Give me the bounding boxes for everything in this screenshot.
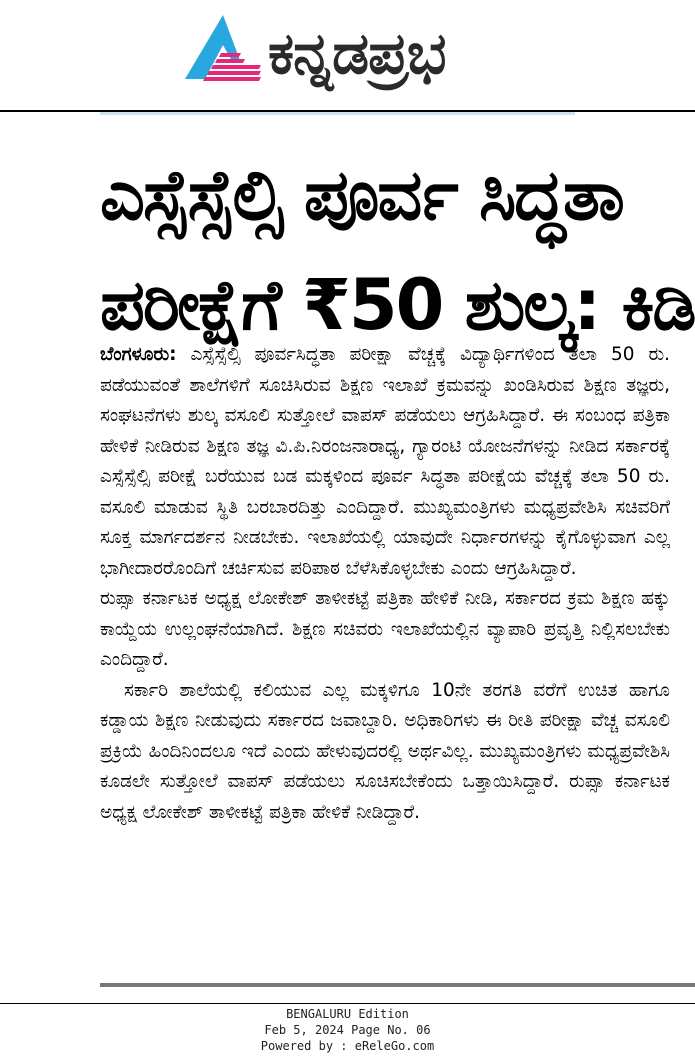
accent-divider: [100, 112, 575, 115]
dateline: ಬೆಂಗಳೂರು:: [100, 344, 177, 365]
paragraph-2: ರುಪ್ಸಾ ಕರ್ನಾಟಕ ಅಧ್ಯಕ್ಷ ಲೋಕೇಶ್ ತಾಳೀಕಟ್ಟೆ ಪತ್ರಿಕಾ ಹೇಳಿಕೆ ನೀಡಿ, ಸರ್ಕಾರದ ಕ್ರಮ ಶಿಕ್ಷಣ ಹಕ್ಕು ಕಾಯ್ದೆಯ ಉಲ್ಲಂಘನೆಯಾಗಿದೆ. ಶಿಕ್ಷಣ ಸಚಿವರು ಇಲಾಖೆಯಲ್ಲಿನ ವ್ಯಾಪಾರಿ ಪ್ರವೃತ್ತಿ ನಿಲ್ಲಿಸಲಬೇಕು ಎಂದಿದ್ದಾರೆ.: [100, 588, 670, 670]
masthead: [0, 0, 695, 112]
headline: [100, 140, 695, 360]
kannada-prabha-logo-icon: [183, 13, 263, 83]
edition-label: BENGALURU Edition: [286, 1007, 409, 1021]
date-page-label: Feb 5, 2024 Page No. 06: [264, 1023, 431, 1037]
powered-by-label: Powered by : eReleGo.com: [260, 1039, 435, 1053]
headline-line-2: ಪರೀಕ್ಷೆಗೆ ₹50 ಶುಲ್ಕ: ಕಿಡಿ: [100, 264, 695, 346]
paragraph-1-text: ಎಸ್ಸೆಸ್ಸೆಲ್ಸಿ ಪೂರ್ವಸಿದ್ಧತಾ ಪರೀಕ್ಷಾ ವೆಚ್ಚಕ್ಕೆ ವಿದ್ಯಾರ್ಥಿಗಳಿಂದ ತಲಾ 50 ರು. ಪಡೆಯುವಂತೆ ಶಾಲೆಗಳಿಗೆ ಸೂಚಿಸಿರುವ ಶಿಕ್ಷಣ ಇಲಾಖೆ ಕ್ರಮವನ್ನು ಖಂಡಿಸಿರುವ ಶಿಕ್ಷಣ ತಜ್ಞರು, ಸಂಘಟನೆಗಳು ಶುಲ್ಕ ವಸೂಲಿ ಸುತ್ತೋಲೆ ವಾಪಸ್ ಪಡೆಯಲು ಆಗ್ರಹಿಸಿದ್ದಾರೆ. ಈ ಸಂಬಂಧ ಪತ್ರಿಕಾ ಹೇಳಿಕೆ ನೀಡಿರುವ ಶಿಕ್ಷಣ ತಜ್ಞ ವಿ.ಪಿ.ನಿರಂಜನಾರಾಧ್ಯ, ಗ್ಯಾರಂಟಿ ಯೋಜನೆಗಳನ್ನು ನೀಡಿದ ಸರ್ಕಾರಕ್ಕೆ ಎಸ್ಸೆಸ್ಸೆಲ್ಸಿ ಪರೀಕ್ಷೆ ಬರೆಯುವ ಬಡ ಮಕ್ಕಳಿಂದ ಪೂರ್ವ ಸಿದ್ಧತಾ ಪರೀಕ್ಷೆಯ ವೆಚ್ಚಕ್ಕೆ ತಲಾ 50 ರು. ವಸೂಲಿ ಮಾಡುವ ಸ್ಥಿತಿ ಬರಬಾರದಿತ್ತು ಎಂದಿದ್ದಾರೆ. ಮುಖ್ಯಮಂತ್ರಿಗಳು ಮಧ್ಯಪ್ರವೇಶಿಸಿ ಸಚಿವರಿಗೆ ಸೂಕ್ತ ಮಾರ್ಗದರ್ಶನ ನೀಡಬೇಕು. ಇಲಾಖೆಯಲ್ಲಿ ಯಾವುದೇ ನಿರ್ಧಾರಗಳನ್ನು ಕೈಗೊಳ್ಳುವಾಗ ಎಲ್ಲ ಭಾಗೀದಾರರೊಂದಿಗೆ ಚರ್ಚಿಸುವ ಪರಿಪಾಠ ಬೆಳೆಸಿಕೊಳ್ಳಬೇಕು ಎಂದು ಆಗ್ರಹಿಸಿದ್ದಾರೆ.: [100, 344, 671, 579]
footer: [0, 1006, 695, 1054]
article-body: [100, 340, 670, 828]
paragraph-1: [100, 340, 670, 584]
footer-divider: [0, 1003, 695, 1004]
brand-name: ಕನ್ನಡಪ್ರಭ: [268, 19, 446, 87]
article-end-rule: [100, 983, 695, 987]
paragraph-3: ಸರ್ಕಾರಿ ಶಾಲೆಯಲ್ಲಿ ಕಲಿಯುವ ಎಲ್ಲ ಮಕ್ಕಳಿಗೂ 10ನೇ ತರಗತಿ ವರೆಗೆ ಉಚಿತ ಹಾಗೂ ಕಡ್ಡಾಯ ಶಿಕ್ಷಣ ನೀಡುವುದು ಸರ್ಕಾರದ ಜವಾಬ್ದಾರಿ. ಅಧಿಕಾರಿಗಳು ಈ ರೀತಿ ಪರೀಕ್ಷಾ ವೆಚ್ಚ ವಸೂಲಿ ಪ್ರಕ್ರಿಯೆ ಹಿಂದಿನಿಂದಲೂ ಇದೆ ಎಂದು ಹೇಳುವುದರಲ್ಲಿ ಅರ್ಥವಿಲ್ಲ. ಮುಖ್ಯಮಂತ್ರಿಗಳು ಮಧ್ಯಪ್ರವೇಶಿಸಿ ಕೂಡಲೇ ಸುತ್ತೋಲೆ ವಾಪಸ್ ಪಡೆಯಲು ಸೂಚಿಸಬೇಕೆಂದು ಒತ್ತಾಯಿಸಿದ್ದಾರೆ. ರುಪ್ಸಾ ಕರ್ನಾಟಕ ಅಧ್ಯಕ್ಷ ಲೋಕೇಶ್ ತಾಳೀಕಟ್ಟೆ ಪತ್ರಿಕಾ ಹೇಳಿಕೆ ನೀಡಿದ್ದಾರೆ.: [100, 679, 670, 823]
headline-line-1: ಎಸ್ಸೆಸ್ಸೆಲ್ಸಿ ಪೂರ್ವ ಸಿದ್ಧತಾ: [100, 154, 623, 236]
